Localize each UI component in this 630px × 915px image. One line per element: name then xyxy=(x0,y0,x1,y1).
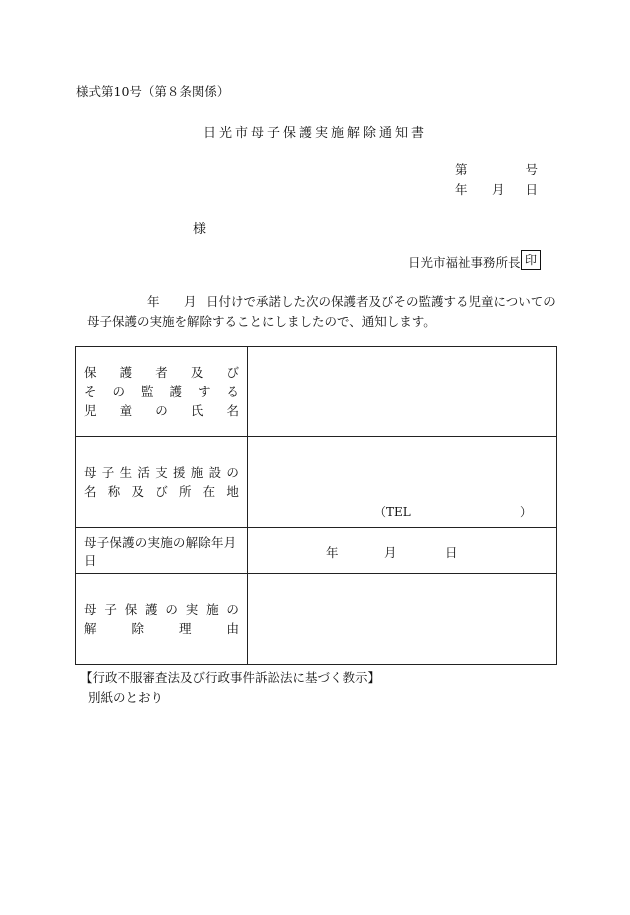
label-char: 保 xyxy=(84,365,97,380)
label-char: 母 xyxy=(84,465,97,480)
value-guardian-child[interactable] xyxy=(248,347,557,437)
label-char: 設 xyxy=(208,465,222,480)
label-char: 童 xyxy=(119,403,133,418)
label-char: 生 xyxy=(119,465,133,480)
label-char: 施 xyxy=(190,465,204,480)
label-char: 保 xyxy=(124,602,138,617)
label-char: 監 xyxy=(140,384,154,399)
label-char: 児 xyxy=(84,403,97,418)
label-char: び xyxy=(155,484,168,499)
label-char: 及 xyxy=(190,365,204,380)
label-char: 護 xyxy=(119,365,133,380)
label-char: 母 xyxy=(84,602,97,617)
notice-title: 【行政不服審査法及び行政事件訴訟法に基づく教示】 xyxy=(80,670,381,685)
label-char: そ xyxy=(84,384,97,399)
body-year: 年 xyxy=(147,294,160,309)
label-char: 及 xyxy=(131,484,144,499)
notice-body: 別紙のとおり xyxy=(88,690,164,705)
label-char: 解 xyxy=(84,621,97,636)
label-char: 子 xyxy=(101,465,115,480)
label-char: 在 xyxy=(202,484,216,499)
row-release-date xyxy=(76,528,557,574)
number-suffix: 号 xyxy=(525,162,538,177)
label-char: の xyxy=(155,403,168,418)
label-char: 除 xyxy=(131,621,144,636)
value-facility[interactable] xyxy=(248,437,557,528)
tel-close: ） xyxy=(519,505,532,519)
label-char: の xyxy=(226,602,239,617)
label-char: 名 xyxy=(84,484,97,499)
value-reason[interactable] xyxy=(248,574,557,665)
body-line-2: 母子保護の実施を解除することにしましたので、通知します。 xyxy=(87,314,436,329)
body-line1-rest: 日付けで承諾した次の保護者及びその監護する児童についての xyxy=(206,294,556,309)
label-line xyxy=(76,482,247,501)
label-char: 氏 xyxy=(190,403,204,418)
date-month: 月 xyxy=(492,182,505,197)
value-release-date[interactable] xyxy=(248,528,557,574)
number-prefix: 第 xyxy=(455,162,468,177)
form-number: 様式第10号（第８条関係） xyxy=(76,84,230,99)
label-char: 称 xyxy=(107,484,121,499)
label-char: 活 xyxy=(137,465,150,480)
release-year: 年 xyxy=(326,544,339,560)
label-char: び xyxy=(226,365,239,380)
row-reason xyxy=(76,574,557,665)
date-day: 日 xyxy=(525,182,538,197)
label-char: 施 xyxy=(206,602,219,617)
label-guardian-child xyxy=(76,347,248,437)
label-char: す xyxy=(197,384,211,399)
label-char: の xyxy=(165,602,178,617)
label-release-date xyxy=(76,528,248,574)
label-char: 護 xyxy=(145,602,158,617)
label-char: の xyxy=(226,465,239,480)
label-reason xyxy=(76,574,248,665)
release-day: 日 xyxy=(445,544,458,560)
label-line xyxy=(76,600,247,619)
label-line xyxy=(76,401,247,420)
document-title: 日光市母子保護実施解除通知書 xyxy=(202,126,427,141)
label-char: 理 xyxy=(178,621,192,636)
seal-mark: 印 xyxy=(521,250,541,270)
body-month: 月 xyxy=(184,294,197,309)
details-table xyxy=(75,346,557,665)
label-release-date-text: 母子保護の実施の解除年月日 xyxy=(84,534,237,568)
label-line xyxy=(76,382,247,401)
label-char: 所 xyxy=(178,484,192,499)
label-char: 名 xyxy=(226,403,239,418)
row-facility xyxy=(76,437,557,528)
label-char: 支 xyxy=(155,465,168,480)
release-month: 月 xyxy=(384,544,397,560)
label-line xyxy=(76,363,247,382)
tel-label: （TEL xyxy=(374,505,411,519)
label-line xyxy=(76,619,247,638)
label-char: 由 xyxy=(226,621,239,636)
addressee-suffix: 様 xyxy=(193,222,207,237)
label-facility xyxy=(76,437,248,528)
date-year: 年 xyxy=(455,182,468,197)
label-char: 者 xyxy=(155,365,168,380)
label-char: 護 xyxy=(169,384,182,399)
row-guardian xyxy=(76,347,557,437)
label-char: 援 xyxy=(172,465,186,480)
label-char: の xyxy=(112,384,125,399)
label-char: 実 xyxy=(185,602,199,617)
label-char: る xyxy=(226,384,239,399)
label-char: 子 xyxy=(104,602,117,617)
label-line xyxy=(76,463,247,482)
label-char: 地 xyxy=(226,484,239,499)
issuer-name: 日光市福祉事務所長 xyxy=(408,255,521,270)
